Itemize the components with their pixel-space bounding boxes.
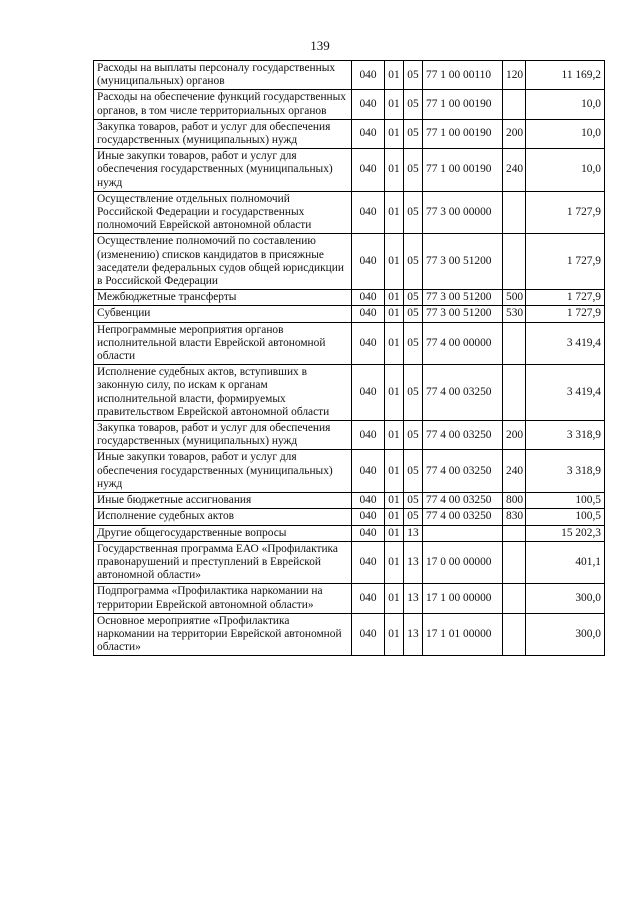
expense-name-cell: Непрограммные мероприятия органов исполнительной власти Еврейской автономной области: [94, 322, 352, 365]
budget-table: [93, 60, 605, 656]
subsection-cell: 05: [404, 509, 423, 525]
table-row: [94, 584, 605, 613]
section-cell: 01: [385, 191, 404, 234]
table-row: [94, 525, 605, 541]
expense-type-cell: 120: [503, 61, 526, 90]
expense-type-cell: [503, 613, 526, 656]
ministry-code-cell: 040: [352, 525, 385, 541]
section-cell: 01: [385, 421, 404, 450]
expense-type-cell: [503, 191, 526, 234]
section-cell: 01: [385, 306, 404, 322]
amount-cell: 11 169,2: [526, 61, 605, 90]
ministry-code-cell: 040: [352, 61, 385, 90]
subsection-cell: 05: [404, 234, 423, 290]
ministry-code-cell: 040: [352, 149, 385, 192]
expense-type-cell: 800: [503, 493, 526, 509]
expense-name-cell: Исполнение судебных актов, вступивших в законную силу, по искам к органам исполнительной власти, формируемых правительством Еврейской автономной области: [94, 365, 352, 421]
section-cell: 01: [385, 149, 404, 192]
expense-type-cell: [503, 322, 526, 365]
expense-type-cell: [503, 525, 526, 541]
amount-cell: 300,0: [526, 584, 605, 613]
ministry-code-cell: 040: [352, 493, 385, 509]
expense-name-cell: Основное мероприятие «Профилактика наркомании на территории Еврейской автономной области»: [94, 613, 352, 656]
expense-type-cell: 200: [503, 421, 526, 450]
table-row: [94, 234, 605, 290]
table-row: [94, 191, 605, 234]
target-item-cell: 17 0 00 00000: [423, 541, 503, 584]
target-item-cell: 77 4 00 03250: [423, 365, 503, 421]
table-row: [94, 509, 605, 525]
target-item-cell: 77 4 00 00000: [423, 322, 503, 365]
expense-name-cell: Другие общегосударственные вопросы: [94, 525, 352, 541]
target-item-cell: [423, 525, 503, 541]
table-row: [94, 541, 605, 584]
section-cell: 01: [385, 322, 404, 365]
subsection-cell: 13: [404, 525, 423, 541]
amount-cell: 3 419,4: [526, 365, 605, 421]
expense-type-cell: 530: [503, 306, 526, 322]
section-cell: 01: [385, 234, 404, 290]
expense-type-cell: 500: [503, 290, 526, 306]
section-cell: 01: [385, 365, 404, 421]
target-item-cell: 77 4 00 03250: [423, 421, 503, 450]
amount-cell: 401,1: [526, 541, 605, 584]
section-cell: 01: [385, 584, 404, 613]
ministry-code-cell: 040: [352, 541, 385, 584]
expense-name-cell: Осуществление полномочий по составлению (изменению) списков кандидатов в присяжные заседатели федеральных судов общей юрисдикции в Российской Федерации: [94, 234, 352, 290]
table-row: [94, 493, 605, 509]
subsection-cell: 05: [404, 450, 423, 493]
ministry-code-cell: 040: [352, 90, 385, 119]
table-row: [94, 149, 605, 192]
ministry-code-cell: 040: [352, 119, 385, 148]
subsection-cell: 05: [404, 493, 423, 509]
subsection-cell: 05: [404, 306, 423, 322]
subsection-cell: 13: [404, 613, 423, 656]
target-item-cell: 77 3 00 00000: [423, 191, 503, 234]
amount-cell: 15 202,3: [526, 525, 605, 541]
section-cell: 01: [385, 450, 404, 493]
subsection-cell: 05: [404, 421, 423, 450]
ministry-code-cell: 040: [352, 365, 385, 421]
table-row: [94, 613, 605, 656]
expense-name-cell: Иные закупки товаров, работ и услуг для обеспечения государственных (муниципальных) нужд: [94, 450, 352, 493]
section-cell: 01: [385, 61, 404, 90]
amount-cell: 10,0: [526, 90, 605, 119]
amount-cell: 3 419,4: [526, 322, 605, 365]
table-row: [94, 365, 605, 421]
target-item-cell: 77 3 00 51200: [423, 306, 503, 322]
target-item-cell: 77 3 00 51200: [423, 234, 503, 290]
table-row: [94, 450, 605, 493]
ministry-code-cell: 040: [352, 613, 385, 656]
expense-name-cell: Расходы на выплаты персоналу государственных (муниципальных) органов: [94, 61, 352, 90]
section-cell: 01: [385, 509, 404, 525]
target-item-cell: 77 1 00 00190: [423, 119, 503, 148]
ministry-code-cell: 040: [352, 191, 385, 234]
expense-name-cell: Расходы на обеспечение функций государственных органов, в том числе территориальных органов: [94, 90, 352, 119]
expense-type-cell: 240: [503, 149, 526, 192]
subsection-cell: 05: [404, 365, 423, 421]
subsection-cell: 13: [404, 541, 423, 584]
table-body: [94, 61, 605, 656]
expense-name-cell: Исполнение судебных актов: [94, 509, 352, 525]
ministry-code-cell: 040: [352, 421, 385, 450]
subsection-cell: 05: [404, 61, 423, 90]
expense-name-cell: Закупка товаров, работ и услуг для обеспечения государственных (муниципальных) нужд: [94, 421, 352, 450]
expense-name-cell: Иные закупки товаров, работ и услуг для обеспечения государственных (муниципальных) нужд: [94, 149, 352, 192]
expense-type-cell: [503, 541, 526, 584]
target-item-cell: 77 4 00 03250: [423, 509, 503, 525]
subsection-cell: 05: [404, 322, 423, 365]
expense-name-cell: Государственная программа ЕАО «Профилактика правонарушений и преступлений в Еврейской автономной области»: [94, 541, 352, 584]
expense-name-cell: Закупка товаров, работ и услуг для обеспечения государственных (муниципальных) нужд: [94, 119, 352, 148]
expense-type-cell: [503, 90, 526, 119]
amount-cell: 1 727,9: [526, 306, 605, 322]
section-cell: 01: [385, 119, 404, 148]
target-item-cell: 77 3 00 51200: [423, 290, 503, 306]
target-item-cell: 77 4 00 03250: [423, 493, 503, 509]
section-cell: 01: [385, 525, 404, 541]
expense-type-cell: 200: [503, 119, 526, 148]
table-row: [94, 290, 605, 306]
target-item-cell: 77 1 00 00190: [423, 149, 503, 192]
ministry-code-cell: 040: [352, 234, 385, 290]
expense-name-cell: Осуществление отдельных полномочий Российской Федерации и государственных полномочий Еврейской автономной области: [94, 191, 352, 234]
table-row: [94, 90, 605, 119]
section-cell: 01: [385, 613, 404, 656]
expense-type-cell: 830: [503, 509, 526, 525]
subsection-cell: 05: [404, 290, 423, 306]
expense-name-cell: Субвенции: [94, 306, 352, 322]
subsection-cell: 05: [404, 90, 423, 119]
expense-type-cell: [503, 365, 526, 421]
amount-cell: 100,5: [526, 493, 605, 509]
ministry-code-cell: 040: [352, 322, 385, 365]
subsection-cell: 13: [404, 584, 423, 613]
target-item-cell: 77 1 00 00190: [423, 90, 503, 119]
ministry-code-cell: 040: [352, 306, 385, 322]
table-row: [94, 421, 605, 450]
expense-type-cell: [503, 234, 526, 290]
expense-name-cell: Иные бюджетные ассигнования: [94, 493, 352, 509]
target-item-cell: 77 4 00 03250: [423, 450, 503, 493]
amount-cell: 100,5: [526, 509, 605, 525]
table-row: [94, 322, 605, 365]
section-cell: 01: [385, 541, 404, 584]
amount-cell: 10,0: [526, 149, 605, 192]
subsection-cell: 05: [404, 119, 423, 148]
amount-cell: 10,0: [526, 119, 605, 148]
expense-type-cell: 240: [503, 450, 526, 493]
target-item-cell: 17 1 01 00000: [423, 613, 503, 656]
section-cell: 01: [385, 290, 404, 306]
section-cell: 01: [385, 90, 404, 119]
page-number: 139: [310, 38, 330, 53]
table-row: [94, 61, 605, 90]
table-row: [94, 119, 605, 148]
amount-cell: 300,0: [526, 613, 605, 656]
amount-cell: 3 318,9: [526, 421, 605, 450]
expense-name-cell: Межбюджетные трансферты: [94, 290, 352, 306]
expense-type-cell: [503, 584, 526, 613]
table-row: [94, 306, 605, 322]
section-cell: 01: [385, 493, 404, 509]
ministry-code-cell: 040: [352, 450, 385, 493]
target-item-cell: 77 1 00 00110: [423, 61, 503, 90]
target-item-cell: 17 1 00 00000: [423, 584, 503, 613]
amount-cell: 1 727,9: [526, 234, 605, 290]
subsection-cell: 05: [404, 149, 423, 192]
subsection-cell: 05: [404, 191, 423, 234]
ministry-code-cell: 040: [352, 290, 385, 306]
ministry-code-cell: 040: [352, 584, 385, 613]
amount-cell: 3 318,9: [526, 450, 605, 493]
expense-name-cell: Подпрограмма «Профилактика наркомании на территории Еврейской автономной области»: [94, 584, 352, 613]
amount-cell: 1 727,9: [526, 191, 605, 234]
amount-cell: 1 727,9: [526, 290, 605, 306]
ministry-code-cell: 040: [352, 509, 385, 525]
